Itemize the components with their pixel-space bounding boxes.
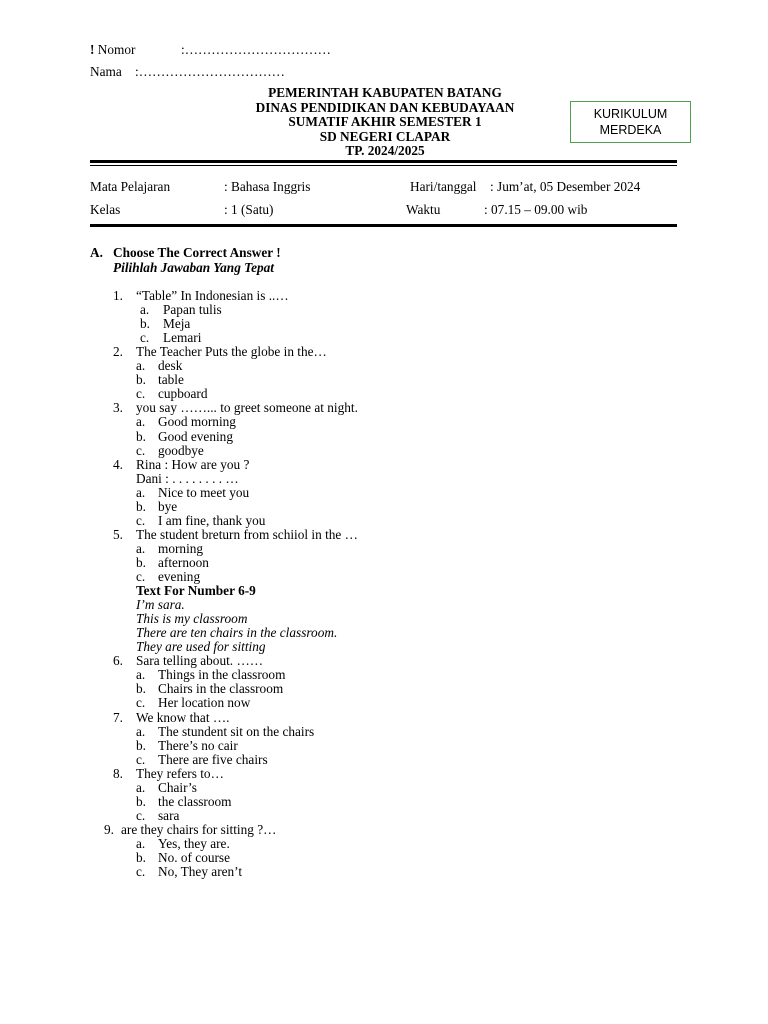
question-number: 2. (113, 344, 123, 360)
subject-value: : Bahasa Inggris (224, 179, 311, 194)
option-text: Things in the classroom (158, 667, 286, 683)
date-value: : Jum’at, 05 Desember 2024 (490, 179, 641, 194)
option-letter: c. (136, 512, 146, 528)
option-letter: c. (136, 442, 146, 458)
option-letter: b. (136, 793, 146, 809)
option-text: There’s no cair (158, 737, 238, 753)
option-letter: a. (136, 358, 146, 374)
option-text: the classroom (158, 793, 232, 809)
class-value: : 1 (Satu) (224, 202, 274, 217)
option-text: sara (158, 807, 180, 823)
nomor-label: Nomor (97, 42, 136, 57)
option-letter: a. (140, 302, 150, 318)
option-letter: a. (136, 484, 146, 500)
option-letter: b. (136, 850, 146, 865)
option-text: Meja (163, 316, 191, 332)
section-title: Choose The Correct Answer ! (113, 245, 281, 260)
reading-line: This is my classroom (136, 611, 248, 627)
option-text: evening (158, 569, 201, 584)
question-number: 7. (113, 709, 123, 725)
option-letter: c. (136, 569, 146, 584)
option-text: desk (158, 358, 183, 374)
question-text: The student breturn from schiiol in the … (136, 526, 358, 542)
option-letter: c. (136, 807, 146, 823)
nomor-value: :…………………………… (181, 42, 331, 57)
header-divider-thin (90, 165, 677, 166)
option-text: Papan tulis (163, 302, 222, 318)
nama-label: Nama (90, 64, 122, 79)
question-number: 3. (113, 400, 123, 416)
subject-label: Mata Pelajaran (90, 179, 171, 194)
option-text: Good evening (158, 428, 233, 444)
section-subtitle: Pilihlah Jawaban Yang Tepat (113, 260, 274, 275)
question-text: We know that …. (136, 709, 230, 725)
question-text: Sara telling about. …… (136, 653, 264, 669)
option-letter: a. (136, 414, 146, 430)
question-number: 4. (113, 456, 123, 472)
time-label: Waktu (406, 202, 441, 217)
date-label: Hari/tanggal (410, 179, 477, 194)
question-text-line2: Dani : . . . . . . . . … (136, 470, 239, 486)
option-text: No. of course (158, 850, 231, 865)
question-number: 8. (113, 765, 123, 781)
option-letter: c. (136, 695, 146, 711)
option-letter: c. (136, 751, 146, 767)
reading-line: I’m sara. (136, 597, 185, 613)
option-letter: c. (136, 386, 146, 402)
option-text: Chairs in the classroom (158, 681, 284, 697)
option-letter: b. (136, 372, 146, 388)
time-value: : 07.15 – 09.00 wib (484, 202, 588, 217)
option-text: afternoon (158, 554, 209, 570)
option-letter: a. (136, 779, 146, 795)
option-text: Chair’s (158, 779, 197, 795)
question-text: Rina : How are you ? (136, 456, 250, 472)
option-text: Lemari (163, 330, 202, 346)
option-letter: a. (136, 540, 146, 556)
option-text: The stundent sit on the chairs (158, 723, 315, 739)
question-text: They refers to… (136, 765, 224, 781)
nomor-mark: ! (90, 42, 95, 57)
option-text: No, They aren’t (158, 864, 243, 880)
option-letter: b. (136, 498, 146, 514)
option-letter: a. (136, 723, 146, 739)
option-letter: b. (136, 681, 146, 697)
class-label: Kelas (90, 202, 121, 217)
question-number: 5. (113, 526, 123, 542)
option-letter: c. (140, 330, 150, 346)
nomor-row (90, 42, 135, 58)
question-text: you say ……... to greet someone at night. (136, 400, 358, 416)
option-letter: b. (136, 737, 146, 753)
option-text: goodbye (158, 442, 204, 458)
badge-line-1: KURIKULUM (593, 107, 668, 121)
option-letter: a. (136, 835, 146, 851)
option-letter: b. (136, 428, 146, 444)
reading-heading: Text For Number 6-9 (136, 583, 256, 599)
header-line-1: PEMERINTAH KABUPATEN BATANG (268, 85, 502, 100)
header-line-2: DINAS PENDIDIKAN DAN KEBUDAYAAN (255, 99, 515, 115)
option-text: cupboard (158, 386, 208, 402)
school-header (180, 86, 590, 159)
header-divider-thick (90, 160, 677, 163)
header-line-3: SUMATIF AKHIR SEMESTER 1 (288, 114, 482, 129)
question-text: are they chairs for sitting ?… (121, 821, 277, 837)
option-letter: c. (136, 864, 146, 880)
option-letter: b. (136, 554, 146, 570)
option-text: There are five chairs (158, 751, 268, 767)
option-text: I am fine, thank you (158, 512, 266, 528)
question-text: “Table” In Indonesian is ..… (136, 288, 289, 303)
option-text: Her location now (158, 695, 251, 711)
option-text: morning (158, 540, 204, 556)
option-text: Nice to meet you (158, 484, 250, 500)
question-number: 9. (104, 821, 114, 837)
question-number: 6. (113, 653, 123, 669)
header-line-5: TP. 2024/2025 (345, 143, 425, 158)
reading-line: There are ten chairs in the classroom. (136, 625, 338, 641)
reading-line: They are used for sitting (136, 639, 266, 655)
option-text: bye (158, 498, 178, 514)
option-text: Yes, they are. (158, 835, 230, 851)
kurikulum-badge (570, 101, 691, 143)
nama-value: :…………………………… (135, 64, 285, 79)
option-letter: b. (140, 316, 150, 332)
info-divider (90, 224, 677, 227)
question-text: The Teacher Puts the globe in the… (136, 344, 327, 360)
option-letter: a. (136, 667, 146, 683)
badge-line-2: MERDEKA (599, 123, 662, 137)
option-text: Good morning (158, 414, 236, 430)
header-line-4: SD NEGERI CLAPAR (319, 128, 451, 144)
question-number: 1. (113, 288, 123, 303)
option-text: table (158, 372, 184, 388)
section-letter: A. (90, 245, 103, 260)
